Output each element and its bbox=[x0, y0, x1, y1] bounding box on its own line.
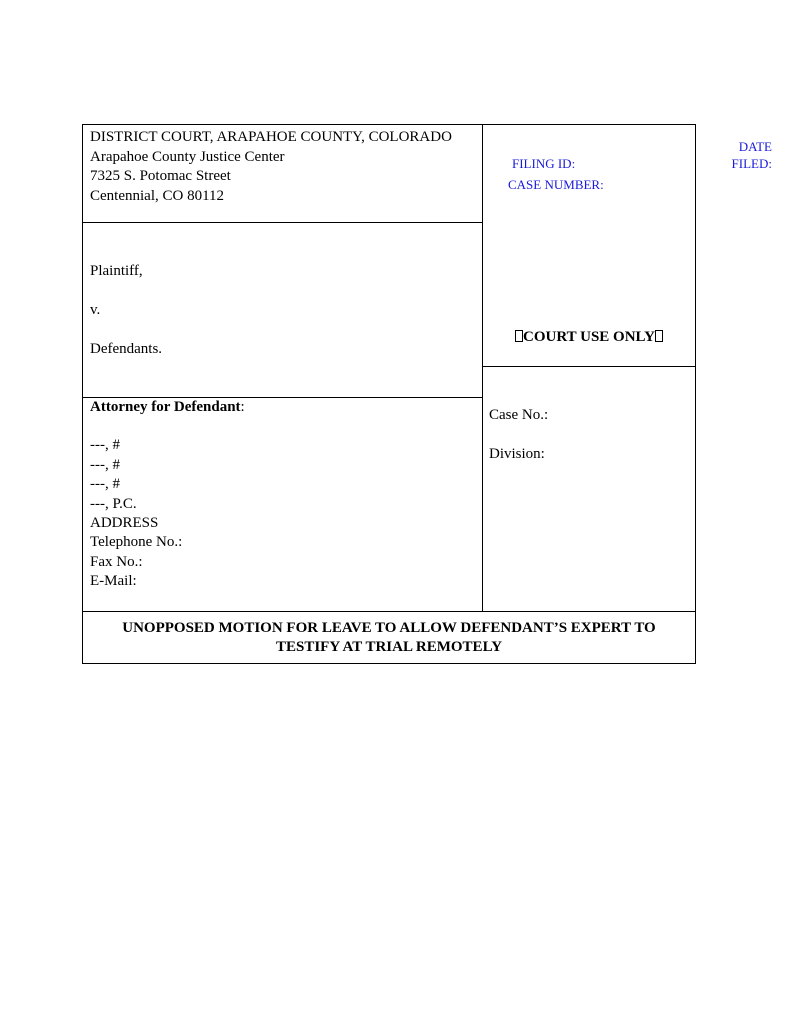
attorney-name-line-3: ---, # bbox=[90, 476, 120, 493]
document-title-line2: TESTIFY AT TRIAL REMOTELY bbox=[275, 638, 503, 655]
document-title bbox=[83, 619, 695, 656]
caption-divider-title bbox=[83, 611, 696, 612]
court-name: DISTRICT COURT, ARAPAHOE COUNTY, COLORADO bbox=[90, 129, 452, 145]
court-caption-table bbox=[82, 124, 696, 664]
date-filed-line1: DATE bbox=[738, 139, 772, 154]
case-number-label: CASE NUMBER: bbox=[508, 177, 604, 192]
caption-divider-court-use bbox=[482, 366, 696, 367]
defendants-label: Defendants. bbox=[90, 341, 163, 357]
attorney-fax: Fax No.: bbox=[90, 553, 143, 570]
attorney-heading-colon: : bbox=[240, 399, 245, 415]
court-building: Arapahoe County Justice Center bbox=[90, 148, 285, 165]
case-no-label: Case No.: bbox=[489, 407, 549, 423]
court-name-block bbox=[90, 128, 452, 206]
attorney-block bbox=[90, 398, 245, 592]
date-filed-stamp bbox=[712, 139, 772, 172]
court-city: Centennial, CO 80112 bbox=[90, 187, 225, 204]
attorney-email: E-Mail: bbox=[90, 573, 137, 590]
attorney-spacer bbox=[90, 417, 245, 436]
versus-label: v. bbox=[90, 302, 101, 318]
box-glyph-icon bbox=[655, 330, 663, 342]
court-street: 7325 S. Potomac Street bbox=[90, 168, 231, 184]
division-label: Division: bbox=[489, 446, 545, 462]
box-glyph-icon bbox=[515, 330, 523, 342]
document-title-line1: UNOPPOSED MOTION FOR LEAVE TO ALLOW DEFENDANT’S EXPERT TO bbox=[122, 620, 656, 636]
attorney-address: ADDRESS bbox=[90, 515, 159, 532]
court-use-only bbox=[482, 327, 696, 347]
attorney-heading-line bbox=[90, 398, 245, 417]
attorney-firm: ---, P.C. bbox=[90, 495, 137, 512]
caption-vertical-divider bbox=[482, 125, 483, 612]
caption-divider-court bbox=[83, 222, 482, 223]
attorney-telephone: Telephone No.: bbox=[90, 534, 183, 551]
attorney-name-line-1: ---, # bbox=[90, 437, 120, 454]
date-filed-line2: FILED: bbox=[731, 155, 772, 171]
attorney-heading: Attorney for Defendant bbox=[90, 399, 241, 415]
plaintiff-label: Plaintiff, bbox=[90, 263, 143, 279]
attorney-name-line-2: ---, # bbox=[90, 456, 120, 473]
court-use-only-label: COURT USE ONLY bbox=[522, 329, 655, 345]
filing-id-label: FILING ID: bbox=[512, 156, 576, 171]
